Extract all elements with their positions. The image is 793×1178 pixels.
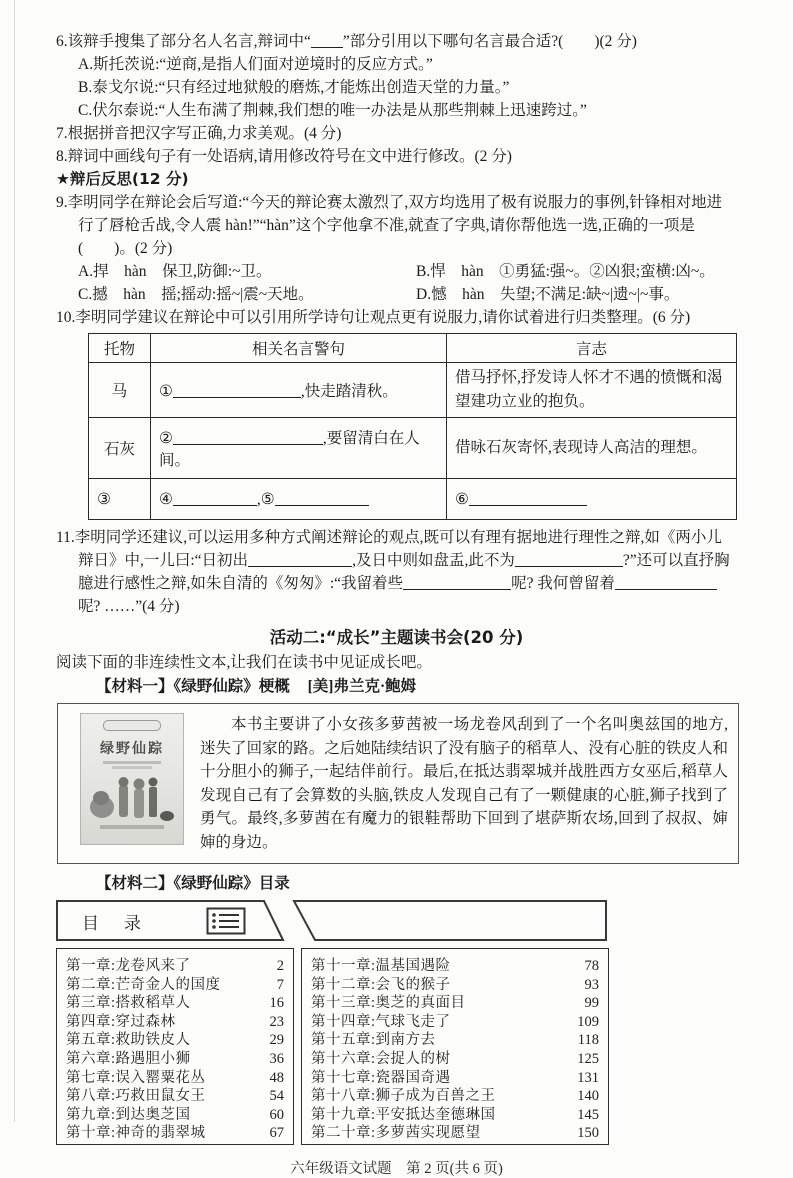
toc-page-number: 118 — [577, 1032, 599, 1049]
q6-option-a: A.斯托茨说:“逆商,是指人们面对逆境时的反应方式。” — [78, 56, 433, 73]
q10-r2-subject: 石灰 — [89, 418, 151, 479]
toc-chapter-title: 第二十章:多萝茜实现愿望 — [311, 1125, 481, 1142]
q10-r1-mark: ① — [159, 383, 173, 400]
question-10-stem: 10.李明同学建议在辩论中可以引用所学诗句让观点更有说服力,请你试着进行归类整理。(6 分) — [56, 309, 691, 326]
q11-blank2 — [515, 552, 623, 567]
reflect-section-header: ★辩后反思(12 分) — [56, 170, 189, 188]
toc-row — [66, 1103, 284, 1122]
scan-edge-line — [14, 0, 15, 1122]
material-1-author: [美]弗兰克·鲍姆 — [307, 678, 417, 695]
q10-table — [88, 333, 737, 520]
toc-chapter-title: 第十三章:奥芝的真面目 — [311, 995, 466, 1012]
q6-blank — [311, 33, 343, 48]
activity-intro: 阅读下面的非连续性文本,让我们在读书中见证成长吧。 — [56, 654, 432, 671]
q10-r2-mark: ② — [159, 430, 173, 447]
q10-row-horse — [89, 363, 737, 418]
material-1-label: 【材料一】《绿野仙踪》梗概 — [96, 677, 290, 695]
q10-r3-blank4 — [173, 491, 257, 506]
toc-title: 目 录 — [82, 914, 145, 933]
q10-row-blank — [89, 479, 737, 520]
q11-blank4 — [615, 575, 717, 590]
page-footer: 六年级语文试题 第 2 页(共 6 页) — [290, 1160, 503, 1177]
toc-row — [66, 1047, 284, 1066]
toc-page-number: 16 — [269, 995, 284, 1012]
q10-header-mingyan: 相关名言警句 — [151, 334, 447, 363]
toc-chapter-title: 第一章:龙卷风来了 — [66, 958, 191, 974]
toc-row — [311, 954, 599, 973]
q11-seg3: ?”还可以直抒胸臆进行感性之辩,如朱自清的《匆匆》:“我留着些 — [78, 552, 730, 592]
toc-page-number: 36 — [269, 1050, 284, 1067]
q6-text-b: ”部分引用以下哪句名言最合适?( )(2 分) — [342, 33, 637, 50]
toc-row — [311, 973, 599, 992]
q10-r1-tail: ,快走踏清秋。 — [300, 383, 398, 400]
toc-chapter-title: 第六章:路遇胆小狮 — [66, 1050, 191, 1067]
toc-row — [66, 1066, 284, 1085]
q10-r3-mark5: ,⑤ — [256, 490, 275, 508]
toc-chapter-title: 第十一章:温基国遇险 — [311, 958, 451, 974]
cover-author-line2 — [112, 766, 152, 769]
toc-chapter-title: 第十章:神奇的翡翠城 — [66, 1125, 206, 1142]
toc-page-number: 48 — [269, 1069, 284, 1086]
toc-chapter-title: 第五章:救助铁皮人 — [66, 1032, 191, 1049]
q10-r1-meaning: 借马抒怀,抒发诗人怀才不遇的愤慨和渴望建功立业的抱负。 — [447, 363, 737, 418]
q9-option-c: C.撼 hàn 摇;摇动:摇~|震~天地。 — [78, 286, 314, 303]
book-summary-text: 本书主要讲了小女孩多萝茜被一场龙卷风刮到了一个名叫奥兹国的地方,迷失了回家的路。之后她陆续结识了没有脑子的稻草人、没有心脏的铁皮人和十分胆小的狮子,一起结伴前行。最后,在抵达翡翠城并战胜西方女巫后,稻草人发现自己有了会算数的头脑,铁皮人发现自己有了一颗健康的心脏,狮子找到了勇气。最终,多萝茜在有魔力的银鞋帮助下回到了堪萨斯农场,回到了叔叔、婶婶的身边。 — [200, 716, 728, 851]
toc-page-number: 93 — [584, 976, 599, 993]
toc-page-number: 60 — [269, 1106, 284, 1123]
toc-column-chapters-11-20 — [301, 948, 609, 1145]
material-1-caption — [56, 675, 737, 698]
toc-page-number: 140 — [577, 1088, 599, 1105]
q6-text-a: 6.该辩手搜集了部分名人名言,辩词中“ — [56, 33, 311, 50]
q10-header-row — [89, 334, 737, 363]
toc-row — [66, 954, 284, 973]
q11-seg2: ,及日中则如盘盂,此不为 — [352, 552, 515, 569]
q10-r1-subject: 马 — [89, 363, 151, 418]
toc-header — [56, 900, 608, 942]
q11-seg4: 呢? 我何曾留着 — [511, 575, 615, 592]
q10-r3-mark4: ④ — [159, 490, 173, 508]
q10-r2-tail: ,要留清白在人间。 — [159, 430, 420, 469]
toc-chapter-title: 第九章:到达奥芝国 — [66, 1106, 191, 1123]
cover-publisher-line — [100, 825, 164, 829]
toc-page-number: 2 — [276, 958, 284, 974]
toc-row — [311, 1047, 599, 1066]
cover-banner — [103, 720, 161, 731]
q10-r3-blank6 — [469, 491, 587, 506]
toc-chapter-title: 第十八章:狮子成为百兽之王 — [311, 1088, 496, 1105]
activity-2-heading: 活动二:“成长”主题读书会(20 分) — [269, 628, 524, 647]
toc-chapter-title: 第三章:搭救稻草人 — [66, 995, 191, 1012]
toc-row — [311, 1028, 599, 1047]
cover-title: 绿野仙踪 — [100, 742, 164, 757]
q9-option-a: A.捍 hàn 保卫,防御:~卫。 — [78, 263, 272, 280]
q10-r3-mark6: ⑥ — [455, 490, 469, 508]
toc-page-number: 29 — [269, 1032, 284, 1049]
toc-page-number: 23 — [269, 1013, 284, 1030]
toc-page-number: 150 — [577, 1125, 599, 1142]
question-8: 8.辩词中画线句子有一处语病,请用修改符号在文中进行修改。(2 分) — [56, 148, 512, 165]
q10-r3-blank5 — [275, 491, 369, 506]
toc-page-number: 67 — [269, 1125, 284, 1142]
toc-row — [66, 1028, 284, 1047]
toc-row — [66, 1084, 284, 1103]
toc-chapter-title: 第二章:芒奇金人的国度 — [66, 976, 221, 993]
q10-row-lime — [89, 418, 737, 479]
q10-r2-meaning: 借咏石灰寄怀,表现诗人高洁的理想。 — [447, 418, 737, 479]
q10-r1-blank — [173, 383, 301, 398]
cover-characters-illustration — [88, 773, 176, 823]
q9-option-b: B.悍 hàn ①勇猛:强~。②凶狠;蛮横:凶~。 — [416, 263, 715, 280]
toc-row — [66, 973, 284, 992]
cover-author-line — [103, 761, 161, 764]
toc-page-number: 7 — [276, 976, 284, 993]
toc-chapter-title: 第十五章:到南方去 — [311, 1032, 436, 1049]
toc-row — [66, 1010, 284, 1029]
toc-row — [66, 1121, 284, 1140]
toc-chapter-title: 第十六章:会捉人的树 — [311, 1050, 451, 1067]
toc-chapter-title: 第十二章:会飞的猴子 — [311, 976, 451, 993]
toc-page-number: 145 — [577, 1106, 599, 1123]
q10-r2-blank — [173, 430, 323, 445]
toc-row — [311, 1066, 599, 1085]
book-cover-image — [80, 713, 184, 845]
toc-page-number: 78 — [584, 958, 599, 974]
toc-column-chapters-1-10 — [56, 948, 294, 1145]
material-2-label: 【材料二】《绿野仙踪》目录 — [96, 874, 290, 892]
q11-seg5: 呢? ……”(4 分) — [78, 598, 180, 615]
toc-row — [311, 1103, 599, 1122]
q10-r3-meaning — [447, 479, 737, 520]
toc-table — [56, 948, 737, 1145]
toc-row — [311, 991, 599, 1010]
question-7: 7.根据拼音把汉字写正确,力求美观。(4 分) — [56, 125, 342, 142]
toc-page-number: 131 — [577, 1069, 599, 1086]
toc-row — [311, 1084, 599, 1103]
toc-page-number: 99 — [584, 995, 599, 1012]
list-icon — [206, 907, 246, 935]
q10-header-tuowu: 托物 — [89, 334, 151, 363]
toc-chapter-title: 第七章:误入罂粟花丛 — [66, 1069, 206, 1086]
toc-page-number: 54 — [269, 1088, 284, 1105]
q10-header-yanzhi: 言志 — [447, 334, 737, 363]
toc-page-number: 125 — [577, 1050, 599, 1067]
question-11 — [56, 526, 737, 618]
toc-chapter-title: 第十九章:平安抵达奎德琳国 — [311, 1106, 496, 1123]
toc-chapter-title: 第十四章:气球飞走了 — [311, 1013, 451, 1030]
toc-row — [66, 991, 284, 1010]
toc-page-number: 109 — [577, 1013, 599, 1030]
q9-option-d: D.憾 hàn 失望;不满足:缺~|遗~|~事。 — [416, 286, 680, 303]
q10-r3-subject: ③ — [89, 479, 151, 520]
material-1-box — [57, 703, 739, 864]
q11-seg1: 11.李明同学还建议,可以运用多种方式阐述辩论的观点,既可以有理有据地进行理性之辩,如《两小儿辩日》中,一儿曰:“日初出 — [56, 529, 722, 569]
q10-r3-quote — [151, 479, 447, 520]
toc-chapter-title: 第四章:穿过森林 — [66, 1013, 176, 1030]
toc-chapter-title: 第八章:巧救田鼠女王 — [66, 1088, 206, 1105]
toc-chapter-title: 第十七章:瓷器国奇遇 — [311, 1069, 451, 1086]
q10-r2-quote — [151, 418, 447, 479]
q11-blank1 — [248, 552, 352, 567]
q6-option-b: B.泰戈尔说:“只有经过地狱般的磨炼,才能炼出创造天堂的力量。” — [78, 79, 510, 96]
question-9-stem: 9.李明同学在辩论会后写道:“今天的辩论赛太激烈了,双方均选用了极有说服力的事例,针锋相对地进行了唇枪舌战,令人震 hàn!”“hàn”这个字他拿不准,就查了字典,请你帮他选一选,正确的一项是( )。(2 分) — [56, 194, 723, 257]
toc-row — [311, 1121, 599, 1140]
toc-row — [311, 1010, 599, 1029]
q6-option-c: C.伏尔泰说:“人生布满了荆棘,我们想的唯一办法是从那些荆棘上迅速跨过。” — [78, 102, 587, 119]
question-6-stem — [56, 30, 737, 53]
q10-r1-quote — [151, 363, 447, 418]
q11-blank3 — [403, 575, 511, 590]
